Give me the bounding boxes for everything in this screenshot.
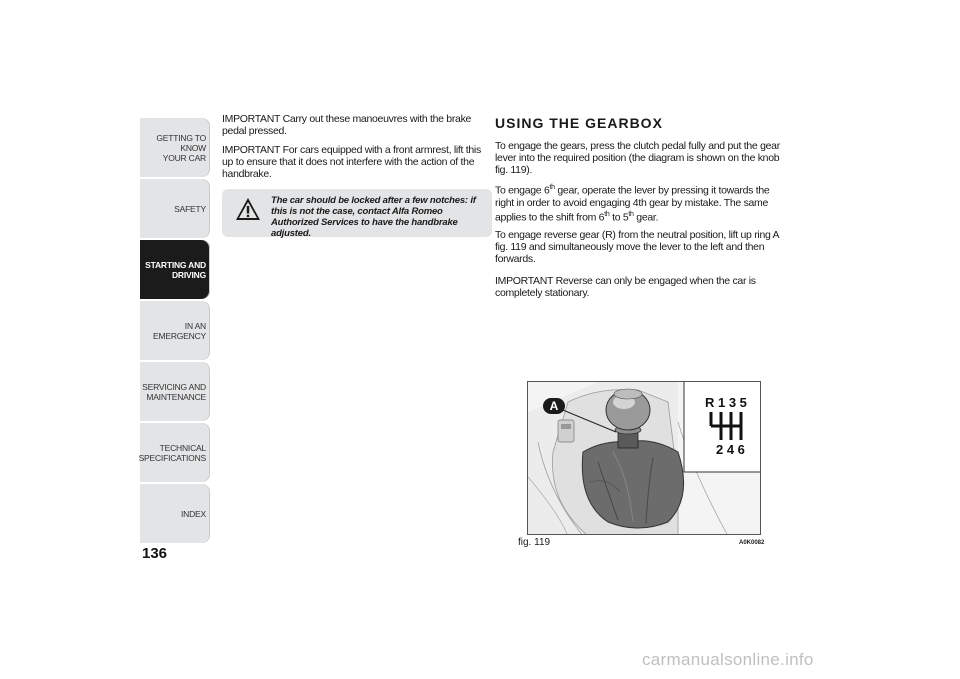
important-note-reverse: IMPORTANT Reverse can only be engaged when the car is completely stationary. [495,275,756,299]
para-engage-gears: To engage the gears, press the clutch pedal fully and put the gear lever into the required position (the diagram is shown on the knob fig. 119). [495,140,780,176]
superscript: th [604,210,610,218]
text-fragment: gear, operate the lever by pressing it towards the right in order to avoid engaging 4th gear by mistake. The same applies to the shift from 6 [495,184,770,223]
para-sixth-gear [495,182,785,223]
warning-box [222,189,492,237]
tab-label: IN AN EMERGENCY [153,320,206,341]
important-note-armrest: IMPORTANT For cars equipped with a front armrest, lift this up to ensure that it does not interfere with the action of the handbrake. [222,144,481,180]
site-watermark: carmanualsonline.info [642,650,814,669]
tab-label: SAFETY [174,203,206,214]
figure-caption: fig. 119 [518,537,551,548]
tab-label: GETTING TO KNOW YOUR CAR [156,132,206,163]
tab-label: STARTING AND DRIVING [145,259,206,280]
section-heading: USING THE GEARBOX [495,115,663,131]
tab-technical-specifications[interactable] [140,423,210,482]
right-column [495,140,785,305]
text-fragment: gear. [633,211,659,223]
tab-servicing-and-maintenance[interactable] [140,362,210,421]
tab-starting-and-driving[interactable] [140,240,210,299]
page-number: 136 [142,545,168,562]
figure-code: A0K0082 [739,540,765,546]
para-reverse-gear: To engage reverse gear (R) from the neutral position, lift up ring A fig. 119 and simultaneously move the lever to the left and then forwards. [495,229,779,265]
left-column [222,113,492,187]
superscript: th [628,210,634,218]
tab-in-an-emergency[interactable] [140,301,210,360]
tab-index[interactable] [140,484,210,543]
gearbox-figure [527,381,761,535]
shift-label-bottom: 2 4 6 [716,442,745,457]
text-fragment: To engage 6 [495,184,550,197]
callout-a: A [543,398,565,414]
tab-label: INDEX [181,508,206,519]
warning-text: The car should be locked after a few notches: if this is not the case, contact Alfa Romeo Authorized Services to have the handbrake adjusted. [271,195,476,239]
tab-label: TECHNICAL SPECIFICATIONS [138,442,206,463]
tab-safety[interactable] [140,179,210,238]
superscript: th [549,184,555,191]
tab-getting-to-know-your-car[interactable] [140,118,210,177]
important-note-brake: IMPORTANT Carry out these manoeuvres with the brake pedal pressed. [222,113,472,137]
text-fragment: to 5 [609,211,629,223]
tab-label: SERVICING AND MAINTENANCE [142,381,206,402]
warning-triangle-icon [235,197,261,221]
shift-label-top: R 1 3 5 [705,395,747,410]
